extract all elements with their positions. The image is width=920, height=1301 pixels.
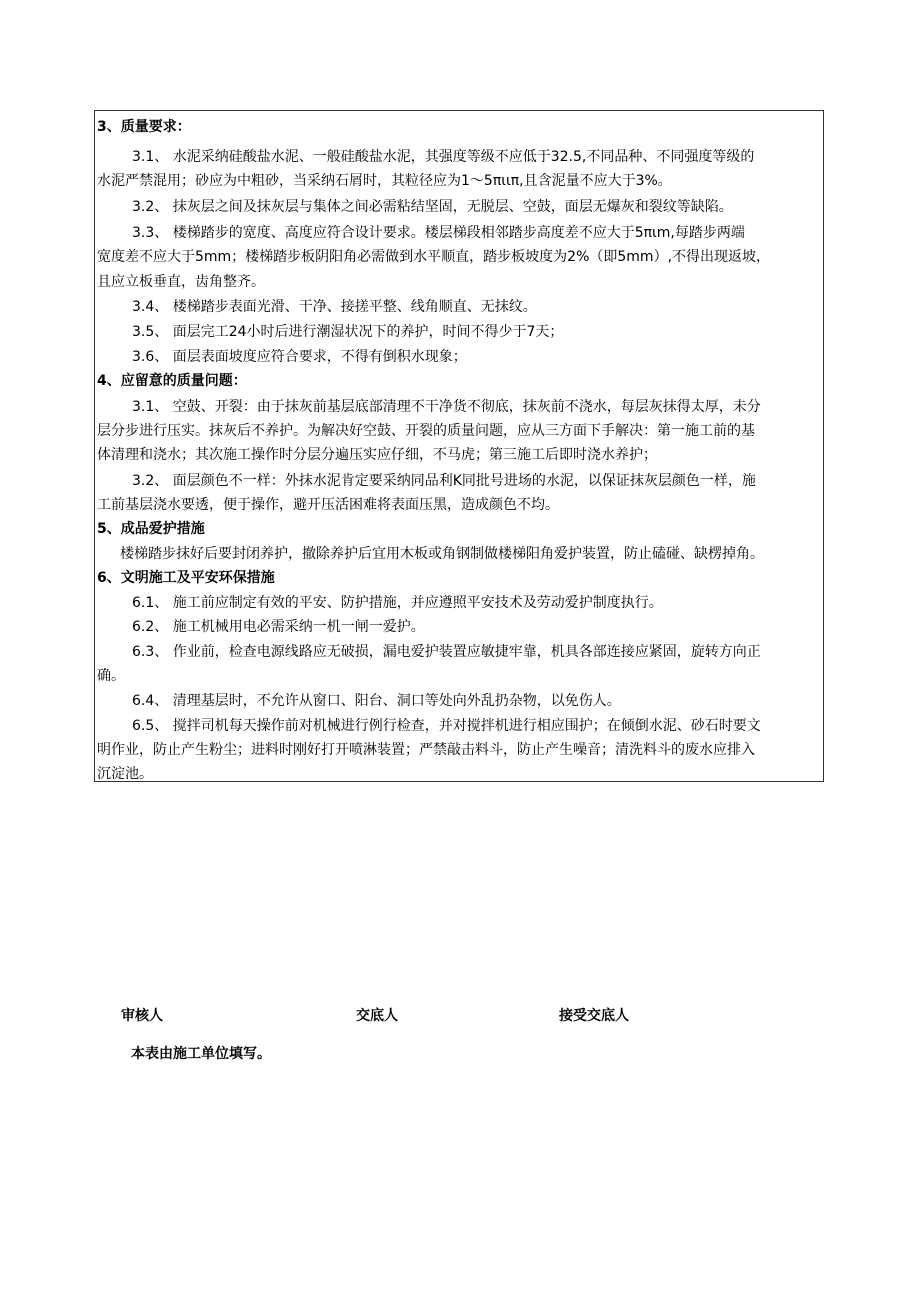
- reviewer-label: 审核人: [121, 1008, 163, 1024]
- text-line: 体清理和浇水；其次施工操作时分层分遍压实应仔细，不马虎；第三施工后即时浇水养护；: [97, 447, 657, 463]
- text-line: 3.5、 面层完工24小时后进行潮湿状况下的养护，时间不得少于7天；: [132, 324, 564, 340]
- text-line: 3.1、 空鼓、开裂：由于抹灰前基层底部清理不干净货不彻底，抹灰前不浇水，每层灰抹得太厚，未分: [132, 399, 761, 415]
- text-line: 3.1、 水泥采纳硅酸盐水泥、一般硅酸盐水泥，其强度等级不应低于32.5,不同品种、不同强度等级的: [132, 149, 755, 165]
- text-line: 6.3、 作业前，检查电源线路应无破损，漏电爱护装置应敏捷牢靠，机具各部连接应紧固，旋转方向正: [132, 644, 761, 660]
- text-line: 3.4、 楼梯踏步表面光滑、干净、接搓平整、线角顺直、无抹纹。: [132, 299, 537, 315]
- section-heading: 5、成品爱护措施: [97, 521, 205, 537]
- text-line: 确。: [97, 668, 125, 684]
- text-line: 明作业，防止产生粉尘；进料时刚好打开喷淋装置；严禁敲击料斗，防止产生噪音；清洗料斗的废水应排入: [97, 742, 755, 758]
- text-line: 沉淀池。: [97, 766, 153, 782]
- section-heading: 4、应留意的质量问题：: [97, 373, 247, 389]
- text-line: 层分步进行压实。抹灰后不养护。为解决好空鼓、开裂的质量问题，应从三方面下手解决：第一施工前的基: [97, 423, 755, 439]
- text-line: 且应立板垂直，齿角整齐。: [97, 274, 265, 290]
- text-line: 3.2、 抹灰层之间及抹灰层与集体之间必需粘结坚固，无脱层、空鼓，面层无爆灰和裂纹等缺陷。: [132, 199, 733, 215]
- receiver-label: 接受交底人: [559, 1008, 629, 1024]
- footer-note: 本表由施工单位填写。: [131, 1046, 271, 1062]
- text-line: 3.3、 楼梯踏步的宽度、高度应符合设计要求。楼层梯段相邻踏步高度差不应大于5πιm,每踏步两端: [132, 225, 745, 241]
- text-line: 水泥严禁混用；砂应为中粗砂，当采纳石屑时，其粒径应为1～5πιιπ,且含泥量不应大于3%。: [97, 173, 672, 189]
- text-line: 工前基层浇水要透，便于操作，避开压活困难将表面压黑，造成颜色不均。: [97, 497, 559, 513]
- section-heading: 3、质量要求：: [97, 119, 191, 135]
- section-heading: 6、文明施工及平安环保措施: [97, 570, 275, 586]
- text-line: 楼梯踏步抹好后要封闭养护，撤除养护后宜用木板或角钢制做楼梯阳角爱护装置，防止磕碰、缺楞掉角。: [120, 546, 764, 562]
- text-line: 6.4、 清理基层时，不允许从窗口、阳台、洞口等处向外乱扔杂物，以免伤人。: [132, 693, 621, 709]
- text-line: 6.1、 施工前应制定有效的平安、防护措施，并应遵照平安技术及劳动爱护制度执行。: [132, 595, 663, 611]
- presenter-label: 交底人: [356, 1008, 398, 1024]
- text-line: 6.5、 搅拌司机每天操作前对机械进行例行检查，并对搅拌机进行相应围护；在倾倒水泥、砂石时要文: [132, 718, 761, 734]
- document-table: [94, 110, 824, 782]
- text-line: 3.6、 面层表面坡度应符合要求，不得有倒积水现象；: [132, 349, 467, 365]
- text-line: 3.2、 面层颜色不一样：外抹水泥肯定要采纳同品利K同批号进场的水泥，以保证抹灰层颜色一样，施: [132, 473, 756, 489]
- text-line: 宽度差不应大于5mm；楼梯踏步板阴阳角必需做到水平顺直，踏步板坡度为2%（即5mm）,不得出现返坡，: [97, 249, 771, 265]
- text-line: 6.2、 施工机械用电必需采纳一机一闸一爱护。: [132, 619, 425, 635]
